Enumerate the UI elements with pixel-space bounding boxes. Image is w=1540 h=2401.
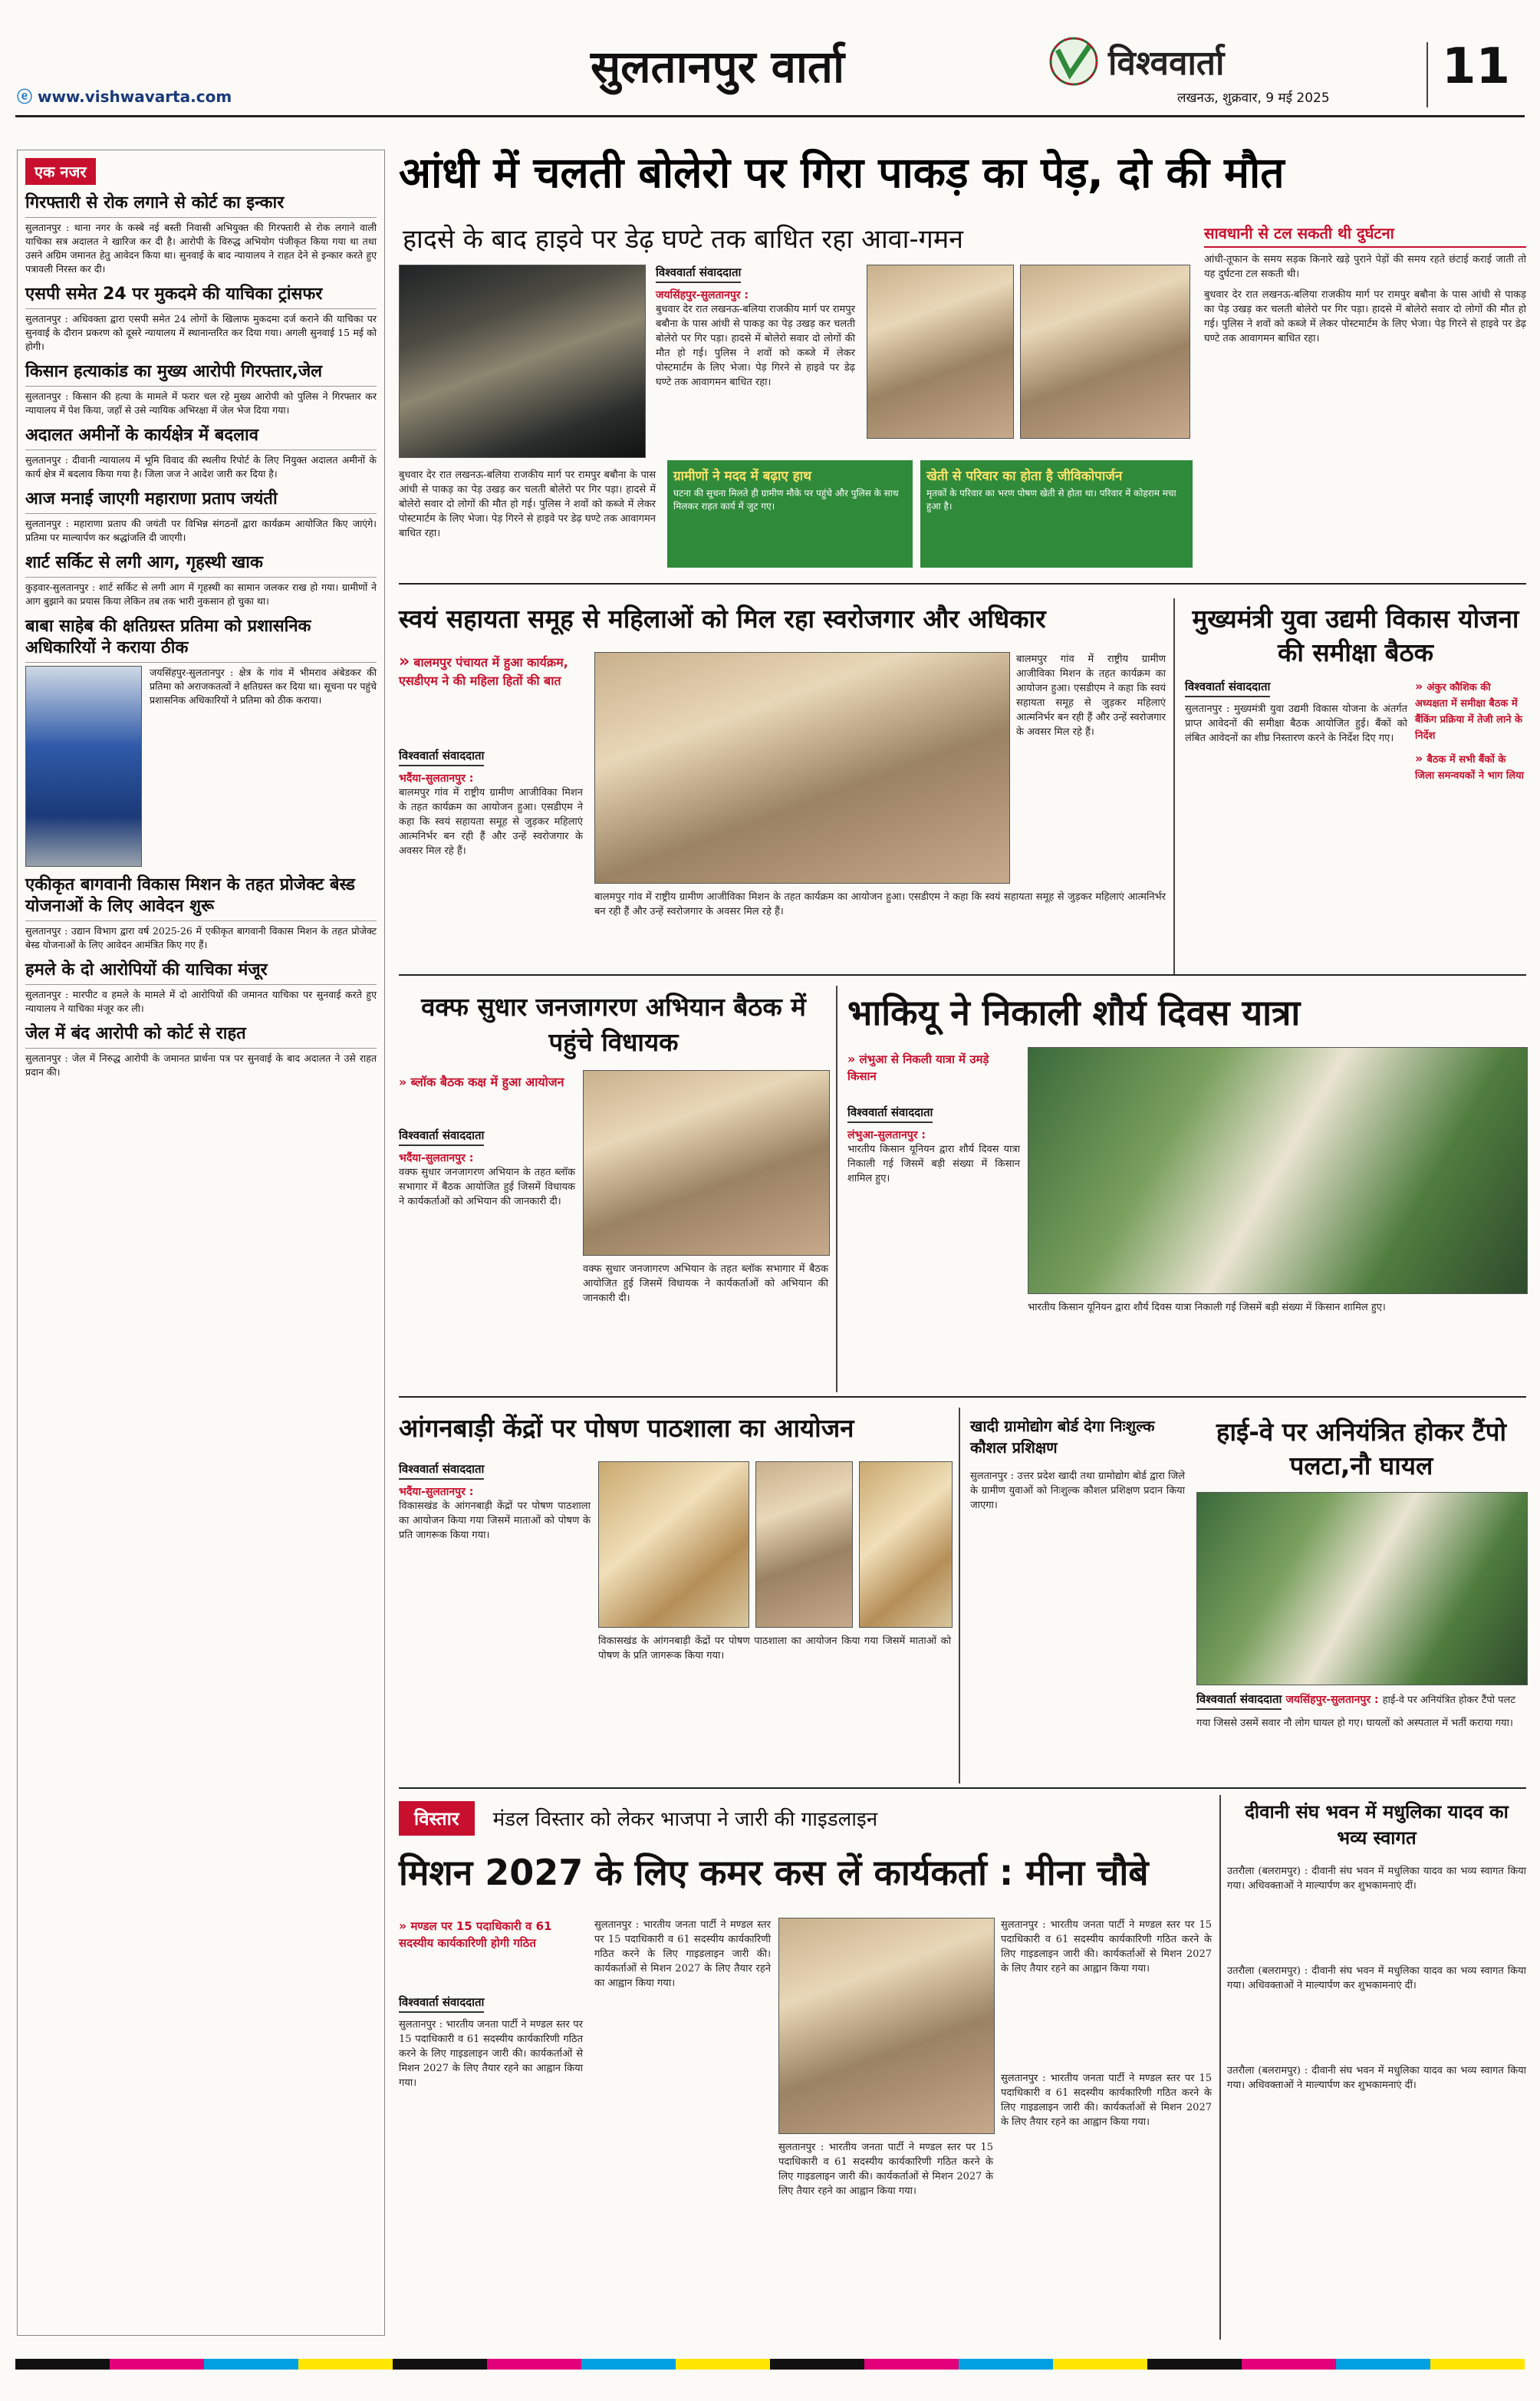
story3-kicker-1: » अंकुर कौशिक की अध्यक्षता में समीक्षा बैठक में बैंकिंग प्रक्रिया में तेजी लाने के निर्देश xyxy=(1415,679,1522,742)
story4-text-col xyxy=(399,1128,575,1209)
story2-text-col xyxy=(399,748,583,858)
story3-kickers xyxy=(1415,679,1526,783)
website-url[interactable]: ⓔ www.vishwavarta.com xyxy=(17,87,232,106)
masthead-rule xyxy=(15,115,1525,117)
sidebar-item-body: सुलतानपुर : अधिवक्ता द्वारा एसपी समेत 24 लोगों के खिलाफ मुकदमा दर्ज कराने की याचिका पर सुनवाई के दौरान प्रकरण को दूसरे न्यायालय में स्थानान्तरित कर दिया गया। अगली सुनवाई 15 मई को होगी। xyxy=(25,313,377,352)
lead-green-box-1 xyxy=(667,460,913,568)
vistaar-kicker: » मण्डल पर 15 पदाधिकारी व 61 सदस्यीय कार्यकारिणी होगी गठित xyxy=(399,1918,552,1950)
story6-photo-3 xyxy=(859,1461,953,1628)
sidebox-title: सावधानी से टल सकती थी दुर्घटना xyxy=(1204,222,1526,248)
lead-body: बुधवार देर रात लखनऊ-बलिया राजकीय मार्ग पर रामपुर बबौना के पास आंधी से पाकड़ का पेड़ उखड़ कर चलती बोलेरो पर गिर पड़ा। हादसे में बोलेरो सवार दो लोगों की मौत हो गई। पुलिस ने शवों को कब्जे में लेकर पोस्टमार्टम के लिए भेजा। पेड़ गिरने से हाइवे पर डेढ़ घण्टे तक आवागमन बाधित रहा। xyxy=(656,304,855,388)
story7-headline: खादी ग्रामोद्योग बोर्ड देगा निःशुल्क कौशल प्रशिक्षण xyxy=(970,1417,1155,1457)
vistaar-headline: मिशन 2027 के लिए कमर कस लें कार्यकर्ता : मीना चौबे xyxy=(399,1852,1149,1893)
sidebar-item-title: हमले के दो आरोपियों की याचिका मंजूर xyxy=(25,960,377,985)
story4-body: वक्फ सुधार जनजागरण अभियान के तहत ब्लॉक सभागार में बैठक आयोजित हुई जिसमें विधायक ने कार्यकर्ताओं को अभियान की जानकारी दी। xyxy=(399,1167,575,1207)
sidebar-item xyxy=(25,616,377,867)
story5-yatra-photo xyxy=(1028,1047,1528,1294)
sidebar-item-title: आज मनाई जाएगी महाराणा प्रताप जयंती xyxy=(25,489,377,514)
story6-body: विकासखंड के आंगनबाड़ी केंद्रों पर पोषण पाठशाला का आयोजन किया गया जिसमें माताओं को पोषण के प्रति जागरूक किया गया। xyxy=(399,1500,591,1541)
lead-dateline: जयसिंहपुर-सुलतानपुर : xyxy=(656,289,749,301)
story2-kicker-text: बालमपुर पंचायत में हुआ कार्यक्रम, एसडीएम ने की महिला हितों की बात xyxy=(399,655,568,688)
story5-text-col xyxy=(847,1105,1020,1186)
masthead-divider xyxy=(1426,42,1428,107)
vistaar-byline: विश्ववार्ता संवाददाता xyxy=(399,1994,484,2013)
sidebar-item-body: सुलतानपुर : मारपीट व हमले के मामले में दो आरोपियों की जमानत याचिका पर सुनवाई करते हुए न्यायालय ने याचिका मंजूर कर ली। xyxy=(25,989,377,1014)
sidebar-item-body: जयसिंहपुर-सुलतानपुर : क्षेत्र के गांव में भीमराव अंबेडकर की प्रतिमा को अराजकतत्वों ने क्षतिग्रस्त कर दिया था। सूचना पर पहुंचे प्रशासनिक अधिकारियों ने प्रतिमा को ठीक कराया। xyxy=(150,667,377,706)
sidebar-item-title: शार्ट सर्किट से लगी आग, गृहस्थी खाक xyxy=(25,552,377,578)
story3-byline: विश्ववार्ता संवाददाता xyxy=(1185,679,1270,697)
sidebar-item-body: कुड़वार-सुलतानपुर : शार्ट सर्किट से लगी आग में गृहस्थी का सामान जलकर राख हो गया। ग्रामीणों ने आग बुझाने का प्रयास किया लेकिन तब तक भारी नुकसान हो चुका था। xyxy=(25,581,377,607)
page-number: 11 xyxy=(1442,38,1511,95)
story5-dateline: लंभुआ-सुलतानपुर : xyxy=(847,1129,926,1141)
column-divider xyxy=(959,1408,960,1783)
dateline: लखनऊ, शुक्रवार, 9 मई 2025 xyxy=(1177,91,1330,106)
globe-logo-icon xyxy=(1047,35,1101,88)
vistaar-label: विस्तार xyxy=(399,1801,475,1836)
story2-group-photo xyxy=(594,652,1010,884)
sidebar-item xyxy=(25,193,377,276)
sidebar-item-title: एसपी समेत 24 पर मुकदमे की याचिका ट्रांसफर xyxy=(25,284,377,309)
sidebar-item-body: सुलतानपुर : उद्यान विभाग द्वारा वर्ष 2025-26 में एकीकृत बागवानी विकास मिशन के तहत प्रोजेक्ट बेस्ड योजनाओं के लिए आवेदन आमंत्रित किए गए हैं। xyxy=(25,925,377,950)
footer-color-bar xyxy=(15,2359,1525,2370)
story6-text-col xyxy=(399,1461,591,1543)
sidebar-item xyxy=(25,361,377,417)
vistaar-body-col4b: सुलतानपुर : भारतीय जनता पार्टी ने मण्डल स्तर पर 15 पदाधिकारी व 61 सदस्यीय कार्यकारिणी गठित करने के लिए गाइडलाइन जारी की। कार्यकर्ताओं से मिशन 2027 के लिए तैयार रहने का आह्वान किया गया। xyxy=(1001,2073,1212,2128)
sidebar-item-body: सुलतानपुर : जेल में निरुद्ध आरोपी के जमानत प्रार्थना पत्र पर सुनवाई के बाद अदालत ने उसे राहत प्रदान की। xyxy=(25,1052,377,1078)
story9-body: उतरौला (बलरामपुर) : दीवानी संघ भवन में मधुलिका यादव का भव्य स्वागत किया गया। अधिवक्ताओं ने माल्यार्पण कर शुभकामनाएं दीं। xyxy=(1227,1866,1526,1892)
sidebar xyxy=(17,150,385,2336)
green-box-1-title: ग्रामीणों ने मदद में बढ़ाए हाथ xyxy=(673,469,812,484)
story2-body-bottom: बालमपुर गांव में राष्ट्रीय ग्रामीण आजीविका मिशन के तहत कार्यक्रम का आयोजन हुआ। एसडीएम ने कहा कि स्वयं सहायता समूह से जुड़कर महिलाएं आत्मनिर्भर बन रही हैं और उन्हें स्वरोजगार के अवसर मिल रहे हैं। xyxy=(594,891,1166,917)
story4-dateline: भदैंया-सुलतानपुर : xyxy=(399,1152,474,1164)
story5-byline: विश्ववार्ता संवाददाता xyxy=(847,1105,933,1123)
lead-body-continued: बुधवार देर रात लखनऊ-बलिया राजकीय मार्ग पर रामपुर बबौना के पास आंधी से पाकड़ का पेड़ उखड़ कर चलती बोलेरो पर गिर पड़ा। हादसे में बोलेरो सवार दो लोगों की मौत हो गई। पुलिस ने शवों को कब्जे में लेकर पोस्टमार्टम के लिए भेजा। पेड़ गिरने से हाइवे पर डेढ़ घण्टे तक आवागमन बाधित रहा। xyxy=(399,469,656,539)
story6-dateline: भदैंया-सुलतानपुर : xyxy=(399,1486,474,1498)
kicker-arrow-icon: » xyxy=(1415,679,1423,693)
section-rule xyxy=(399,583,1526,585)
vistaar-strap: मंडल विस्तार को लेकर भाजपा ने जारी की गाइडलाइन xyxy=(492,1808,878,1831)
ie-icon: ⓔ xyxy=(17,87,38,106)
sidebar-item xyxy=(25,1023,377,1079)
story6-photo-1 xyxy=(598,1461,749,1628)
story8-headline: हाई-वे पर अनियंत्रित होकर टैंपो पलटा,नौ घायल xyxy=(1216,1417,1507,1480)
vistaar-strip xyxy=(399,1799,1212,1837)
story3-text-col xyxy=(1185,679,1407,746)
sidebar-item xyxy=(25,874,377,952)
sidebox-body: आंधी-तूफान के समय सड़क किनारे खड़े पुराने पेड़ों की समय रहते छंटाई कराई जाती तो यह दुर्घटना टल सकती थी। xyxy=(1204,254,1526,280)
story2-body: बालमपुर गांव में राष्ट्रीय ग्रामीण आजीविका मिशन के तहत कार्यक्रम का आयोजन हुआ। एसडीएम ने कहा कि स्वयं सहायता समूह से जुड़कर महिलाएं आत्मनिर्भर बन रही हैं और उन्हें स्वरोजगार के अवसर मिल रहे हैं। xyxy=(399,787,583,857)
story2-byline: विश्ववार्ता संवाददाता xyxy=(399,748,484,766)
vistaar-body-col2: सुलतानपुर : भारतीय जनता पार्टी ने मण्डल स्तर पर 15 पदाधिकारी व 61 सदस्यीय कार्यकारिणी गठित करने के लिए गाइडलाइन जारी की। कार्यकर्ताओं से मिशन 2027 के लिए तैयार रहने का आह्वान किया गया। xyxy=(594,1919,771,1989)
sidebar-item-body: सुलतानपुर : किसान की हत्या के मामले में फरार चल रहे मुख्य आरोपी को पुलिस ने गिरफ्तार कर न्यायालय में पेश किया, जहाँ से उसे न्यायिक अभिरक्षा में जेल भेज दिया गया। xyxy=(25,390,377,416)
section-title: सुलतानपुर वार्ता xyxy=(591,41,845,93)
kicker-arrow-icon: » xyxy=(399,652,410,671)
kicker-arrow-icon: » xyxy=(399,1918,407,1933)
sidebar-item-title: जेल में बंद आरोपी को कोर्ट से राहत xyxy=(25,1023,377,1049)
sidebar-item-body: सुलतानपुर : दीवानी न्यायालय में भूमि विवाद की स्थलीय रिपोर्ट के लिए नियुक्त अदालत अमीनों के कार्य क्षेत्र में बदलाव किया गया है। जिला जज ने आदेश जारी कर दिया है। xyxy=(25,454,377,479)
green-box-2-body: मृतकों के परिवार का भरण पोषण खेती से होता था। परिवार में कोहराम मचा हुआ है। xyxy=(926,488,1176,512)
brand-name: विश्ववार्ता xyxy=(1108,44,1225,83)
sidebar-item-title: किसान हत्याकांड का मुख्य आरोपी गिरफ्तार,जेल xyxy=(25,361,377,387)
story9-body-continued: उतरौला (बलरामपुर) : दीवानी संघ भवन में मधुलिका यादव का भव्य स्वागत किया गया। अधिवक्ताओं ने माल्यार्पण कर शुभकामनाएं दीं। xyxy=(1227,1965,1526,1991)
lead-sidebox xyxy=(1204,222,1526,346)
sidebar-item-title: एकीकृत बागवानी विकास मिशन के तहत प्रोजेक्ट बेस्ड योजनाओं के लिए आवेदन शुरू xyxy=(25,874,377,921)
story4-body-bottom: वक्फ सुधार जनजागरण अभियान के तहत ब्लॉक सभागार में बैठक आयोजित हुई जिसमें विधायक ने कार्यकर्ताओं को अभियान की जानकारी दी। xyxy=(583,1263,828,1304)
lead-green-box-2 xyxy=(920,460,1193,568)
victim-2-photo xyxy=(1020,265,1190,439)
vistaar-body: सुलतानपुर : भारतीय जनता पार्टी ने मण्डल स्तर पर 15 पदाधिकारी व 61 सदस्यीय कार्यकारिणी गठित करने के लिए गाइडलाइन जारी की। कार्यकर्ताओं से मिशन 2027 के लिए तैयार रहने का आह्वान किया गया। xyxy=(399,2019,583,2089)
ambedkar-statue-photo xyxy=(25,666,142,867)
kicker-arrow-icon: » xyxy=(1415,751,1423,766)
story5-body: भारतीय किसान यूनियन द्वारा शौर्य दिवस यात्रा निकाली गई जिसमें बड़ी संख्या में किसान शामिल हुए। xyxy=(847,1144,1020,1184)
lead-byline: विश्ववार्ता संवाददाता xyxy=(656,265,741,283)
sidebox-body-continued: बुधवार देर रात लखनऊ-बलिया राजकीय मार्ग पर रामपुर बबौना के पास आंधी से पाकड़ का पेड़ उखड़ कर चलती बोलेरो पर गिर पड़ा। हादसे में बोलेरो सवार दो लोगों की मौत हो गई। पुलिस ने शवों को कब्जे में लेकर पोस्टमार्टम के लिए भेजा। पेड़ गिरने से हाइवे पर डेढ़ घण्टे तक आवागमन बाधित रहा। xyxy=(1204,289,1526,344)
story4-meeting-photo xyxy=(583,1070,830,1256)
story8-byline: विश्ववार्ता संवाददाता xyxy=(1196,1691,1282,1710)
sidebar-item-body: सुलतानपुर : थाना नगर के कस्बे नई बस्ती निवासी अभियुक्त की गिरफ्तारी से रोक लगाने वाली याचिका सत्र अदालत ने खारिज कर दी है। आरोपी के विरुद्ध अभियोग पंजीकृत किया गया था तथा उसने अग्रिम जमानत हेतु आवेदन किया था। सुनवाई के बाद न्यायालय ने राहत देने से इन्कार करते हुए पत्रावली निरस्त कर दी। xyxy=(25,222,377,275)
story4-byline: विश्ववार्ता संवाददाता xyxy=(399,1128,484,1146)
story3-headline: मुख्यमंत्री युवा उद्यमी विकास योजना की समीक्षा बैठक xyxy=(1192,604,1519,667)
story8-crowd-photo xyxy=(1196,1492,1528,1685)
story6-body-bottom: विकासखंड के आंगनबाड़ी केंद्रों पर पोषण पाठशाला का आयोजन किया गया जिसमें माताओं को पोषण के प्रति जागरूक किया गया। xyxy=(598,1635,951,1662)
story4-kicker: » ब्लॉक बैठक कक्ष में हुआ आयोजन xyxy=(399,1075,564,1089)
sidebar-item-body: सुलतानपुर : महाराणा प्रताप की जयंती पर विभिन्न संगठनों द्वारा कार्यक्रम आयोजित किए जाएंगे। प्रतिमा पर माल्यार्पण कर श्रद्धांजलि दी जाएगी। xyxy=(25,518,377,543)
sidebar-item xyxy=(25,284,377,354)
story9-headline: दीवानी संघ भवन में मधुलिका यादव का भव्य स्वागत xyxy=(1245,1801,1509,1849)
section-rule xyxy=(399,974,1526,976)
story8-dateline: जयसिंहपुर-सुलतानपुर : xyxy=(1285,1694,1379,1706)
story2-headline: स्वयं सहायता समूह से महिलाओं को मिल रहा स्वरोजगार और अधिकार xyxy=(399,604,1046,634)
column-divider xyxy=(836,986,837,1392)
story5-body-bottom: भारतीय किसान यूनियन द्वारा शौर्य दिवस यात्रा निकाली गई जिसमें बड़ी संख्या में किसान शामिल हुए। xyxy=(1028,1302,1386,1313)
lead-text-col xyxy=(656,265,855,390)
green-box-1-body: घटना की सूचना मिलते ही ग्रामीण मौके पर पहुंचे और पुलिस के साथ मिलकर राहत कार्य में जुट गए। xyxy=(673,488,899,512)
sidebar-item xyxy=(25,425,377,481)
green-box-2-title: खेती से परिवार का होता है जीविकोपार्जन xyxy=(926,469,1123,484)
lead-subhead: हादसे के बाद हाइवे पर डेढ़ घण्टे तक बाधित रहा आवा-गमन xyxy=(403,224,964,255)
vistaar-body-col4: सुलतानपुर : भारतीय जनता पार्टी ने मण्डल स्तर पर 15 पदाधिकारी व 61 सदस्यीय कार्यकारिणी गठित करने के लिए गाइडलाइन जारी की। कार्यकर्ताओं से मिशन 2027 के लिए तैयार रहने का आह्वान किया गया। xyxy=(1001,1919,1212,1974)
story6-headline: आंगनबाड़ी केंद्रों पर पोषण पाठशाला का आयोजन xyxy=(399,1413,854,1443)
story5-headline: भाकियू ने निकाली शौर्य दिवस यात्रा xyxy=(847,992,1301,1033)
sidebar-item xyxy=(25,960,377,1016)
column-divider xyxy=(1219,1795,1221,2340)
vistaar-body-col3: सुलतानपुर : भारतीय जनता पार्टी ने मण्डल स्तर पर 15 पदाधिकारी व 61 सदस्यीय कार्यकारिणी गठित करने के लिए गाइडलाइन जारी की। कार्यकर्ताओं से मिशन 2027 के लिए तैयार रहने का आह्वान किया गया। xyxy=(778,2142,993,2197)
story5-kicker: » लंभुआ से निकली यात्रा में उमड़े किसान xyxy=(847,1052,989,1083)
section-rule xyxy=(399,1396,1526,1398)
story9-body-more: उतरौला (बलरामपुर) : दीवानी संघ भवन में मधुलिका यादव का भव्य स्वागत किया गया। अधिवक्ताओं ने माल्यार्पण कर शुभकामनाएं दीं। xyxy=(1227,2065,1526,2091)
story2-body-continued: बालमपुर गांव में राष्ट्रीय ग्रामीण आजीविका मिशन के तहत कार्यक्रम का आयोजन हुआ। एसडीएम ने कहा कि स्वयं सहायता समूह से जुड़कर महिलाएं आत्मनिर्भर बन रही हैं और उन्हें स्वरोजगार के अवसर मिल रहे हैं। xyxy=(1016,654,1166,738)
story8-text-col xyxy=(1196,1691,1526,1731)
sidebar-item-title: बाबा साहेब की क्षतिग्रस्त प्रतिमा को प्रशासनिक अधिकारियों ने कराया ठीक xyxy=(25,616,377,663)
story6-photo-2 xyxy=(755,1461,853,1628)
story2-kicker xyxy=(399,652,583,690)
story8-body: हाई-वे पर अनियंत्रित होकर टैंपो पलट गया जिससे उसमें सवार नौ लोग घायल हो गए। घायलों को अस्पताल में भर्ती कराया गया। xyxy=(1196,1695,1515,1729)
story3-body: सुलतानपुर : मुख्यमंत्री युवा उद्यमी विकास योजना के अंतर्गत प्राप्त आवेदनों की समीक्षा बैठक आयोजित हुई। बैंकों को लंबित आवेदनों का शीघ्र निस्तारण करने के निर्देश दिए गए। xyxy=(1185,703,1407,744)
sidebar-item xyxy=(25,489,377,545)
vistaar-text-col xyxy=(399,1994,583,2090)
brand-logo xyxy=(1047,35,1224,88)
sidebar-item-title: गिरफ्तारी से रोक लगाने से कोर्ट का इन्कार xyxy=(25,193,377,218)
victim-1-photo xyxy=(867,265,1014,439)
story7-body: सुलतानपुर : उत्तर प्रदेश खादी तथा ग्रामोद्योग बोर्ड द्वारा जिले के ग्रामीण युवाओं को निःशुल्क कौशल प्रशिक्षण प्रदान किया जाएगा। xyxy=(970,1471,1185,1511)
sidebar-item xyxy=(25,552,377,608)
story6-byline: विश्ववार्ता संवाददाता xyxy=(399,1461,484,1480)
vistaar-leader-photo xyxy=(778,1918,995,2134)
story3-kicker-2: » बैठक में सभी बैंकों के जिला समन्वयकों ने भाग लिया xyxy=(1415,751,1524,782)
sidebar-item-title: अदालत अमीनों के कार्यक्षेत्र में बदलाव xyxy=(25,425,377,450)
kicker-arrow-icon: » xyxy=(847,1052,856,1066)
section-rule xyxy=(399,1787,1526,1789)
column-divider xyxy=(1173,598,1175,974)
story2-dateline: भदैंया-सुलतानपुर : xyxy=(399,772,474,785)
lead-headline: आंधी में चलती बोलेरो पर गिरा पाकड़ का पेड़, दो की मौत xyxy=(399,148,1285,197)
story4-headline: वक्फ सुधार जनजागरण अभियान बैठक में पहुंचे विधायक xyxy=(421,992,806,1057)
accident-photo xyxy=(399,265,646,458)
sidebar-header: एक नजर xyxy=(25,158,96,185)
kicker-arrow-icon: » xyxy=(399,1075,407,1089)
